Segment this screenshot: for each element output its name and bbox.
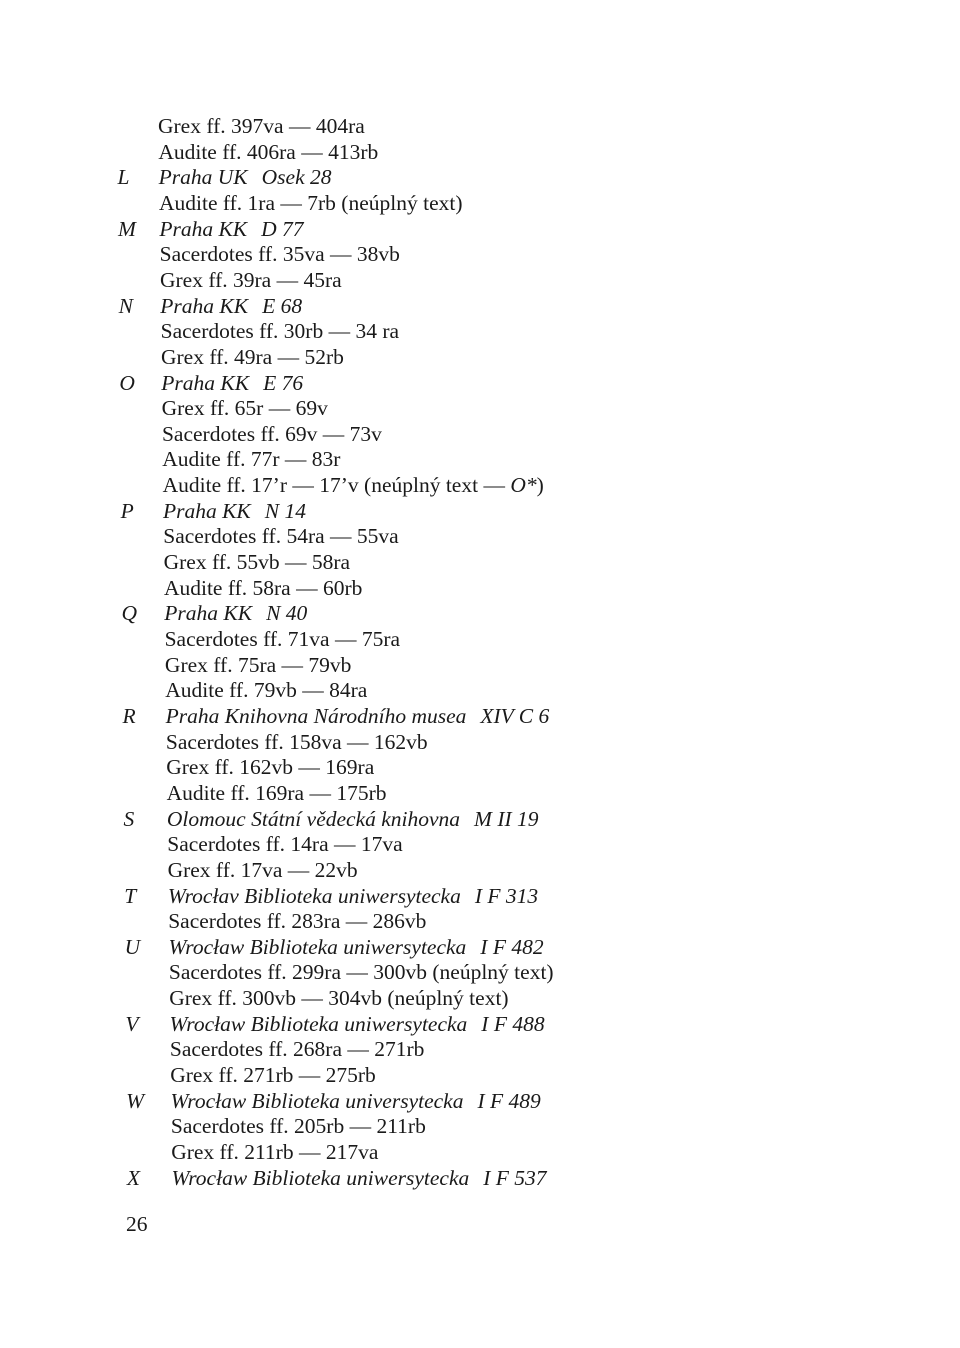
manuscript-location — [159, 164, 332, 190]
library-name: Wrocław Biblioteka universytecka — [170, 1088, 464, 1113]
folio-range: Sacerdotes ff. 30rb — 34 ra — [160, 319, 400, 344]
siglum: O — [119, 370, 135, 395]
shelfmark: N 40 — [266, 601, 308, 626]
siglum: X — [126, 1165, 140, 1190]
closing-parenthesis: ) — [536, 473, 544, 498]
folio-range: Grex ff. 271rb — 275rb — [170, 1063, 376, 1088]
shelfmark: D 77 — [261, 216, 304, 241]
folio-range: Audite ff. 169ra — 175rb — [166, 780, 387, 805]
page-number: 26 — [126, 1212, 148, 1236]
siglum: R — [122, 703, 136, 728]
shelfmark: I F 537 — [483, 1165, 547, 1190]
manuscript-location — [166, 703, 550, 729]
library-name: Wrocław Biblioteka uniwersytecka — [169, 1011, 468, 1036]
shelfmark: E 68 — [262, 293, 303, 318]
shelfmark: I F 482 — [480, 934, 544, 959]
siglum: W — [126, 1088, 145, 1113]
siglum: T — [124, 883, 137, 908]
library-name: Praha KK — [160, 293, 249, 318]
siglum: Q — [121, 601, 138, 626]
manuscript-location — [164, 600, 307, 626]
manuscript-location — [160, 293, 302, 319]
folio-range: Grex ff. 17va — 22vb — [167, 857, 358, 882]
library-name: Wrocłav Biblioteka uniwersytecka — [167, 883, 461, 908]
folio-range: Sacerdotes ff. 69v — 73v — [161, 421, 382, 446]
folio-range: Grex ff. 55vb — 58ra — [163, 550, 351, 575]
folio-range — [163, 472, 544, 498]
folio-range: Grex ff. 211rb — 217va — [171, 1140, 379, 1164]
folio-range: Audite ff. 79vb — 84ra — [165, 678, 368, 703]
siglum-reference: O* — [510, 473, 537, 498]
folio-range: Sacerdotes ff. 158va — 162vb — [165, 729, 428, 754]
manuscript-location — [169, 934, 544, 960]
folio-range: Audite ff. 77r — 83r — [162, 447, 341, 472]
siglum: V — [125, 1011, 139, 1036]
folio-range: Audite ff. 1ra — 7rb (neúplný text) — [158, 190, 463, 215]
shelfmark: M II 19 — [474, 806, 539, 831]
manuscript-location — [171, 1088, 541, 1114]
manuscript-location — [161, 370, 303, 396]
folio-range: Grex ff. 397va — 404ra — [158, 114, 365, 138]
siglum: M — [117, 216, 136, 241]
folio-range: Sacerdotes ff. 268ra — 271rb — [169, 1037, 425, 1062]
shelfmark: N 14 — [264, 498, 306, 523]
folio-range: Grex ff. 49ra — 52rb — [160, 344, 344, 369]
folio-range: Sacerdotes ff. 35va — 38vb — [159, 242, 400, 267]
folio-range: Sacerdotes ff. 71va — 75ra — [164, 627, 401, 651]
library-name: Praha KK — [161, 370, 250, 395]
folio-range: Grex ff. 162vb — 169ra — [166, 755, 375, 780]
shelfmark: XIV C 6 — [480, 703, 550, 728]
library-name: Wrocław Biblioteka uniwersytecka — [168, 934, 467, 959]
manuscript-location — [168, 883, 538, 909]
library-name: Praha Knihovna Národního musea — [165, 703, 467, 728]
siglum: P — [120, 498, 134, 523]
library-name: Praha KK — [162, 498, 251, 523]
manuscript-location — [159, 216, 303, 242]
manuscript-location — [163, 498, 306, 524]
shelfmark: Osek 28 — [261, 165, 332, 190]
folio-range: Grex ff. 65r — 69v — [161, 396, 328, 421]
library-name: Wrocław Biblioteka uniwersytecka — [171, 1165, 470, 1190]
library-name: Olomouc Státní vědecká knihovna — [166, 806, 461, 831]
manuscript-location — [167, 806, 539, 832]
siglum: S — [123, 806, 135, 831]
manuscript-location — [172, 1165, 547, 1191]
manuscript-location — [170, 1011, 545, 1037]
folio-text: Audite ff. 17’r — 17’v (neúplný text — — [162, 473, 511, 498]
folio-range: Grex ff. 75ra — 79vb — [164, 652, 352, 677]
folio-range: Grex ff. 300vb — 304vb (neúplný text) — [169, 986, 509, 1011]
folio-range: Sacerdotes ff. 283ra — 286vb — [168, 909, 427, 934]
folio-range: Audite ff. 406ra — 413rb — [158, 139, 379, 164]
shelfmark: I F 488 — [481, 1011, 545, 1036]
shelfmark: I F 489 — [477, 1088, 541, 1113]
siglum: L — [117, 165, 130, 190]
shelfmark: I F 313 — [474, 883, 539, 908]
library-name: Praha KK — [164, 601, 253, 626]
folio-range: Sacerdotes ff. 205rb — 211rb — [170, 1114, 426, 1139]
library-name: Praha KK — [159, 216, 248, 241]
folio-range: Audite ff. 58ra — 60rb — [163, 575, 363, 600]
siglum: U — [124, 934, 141, 959]
library-name: Praha UK — [158, 165, 248, 190]
folio-range: Sacerdotes ff. 299ra — 300vb (neúplný text) — [168, 960, 554, 985]
folio-range: Grex ff. 39ra — 45ra — [159, 267, 342, 292]
folio-range: Sacerdotes ff. 54ra — 55va — [163, 524, 399, 549]
folio-range: Sacerdotes ff. 14ra — 17va — [167, 832, 403, 857]
siglum: N — [118, 293, 134, 318]
shelfmark: E 76 — [263, 370, 304, 395]
